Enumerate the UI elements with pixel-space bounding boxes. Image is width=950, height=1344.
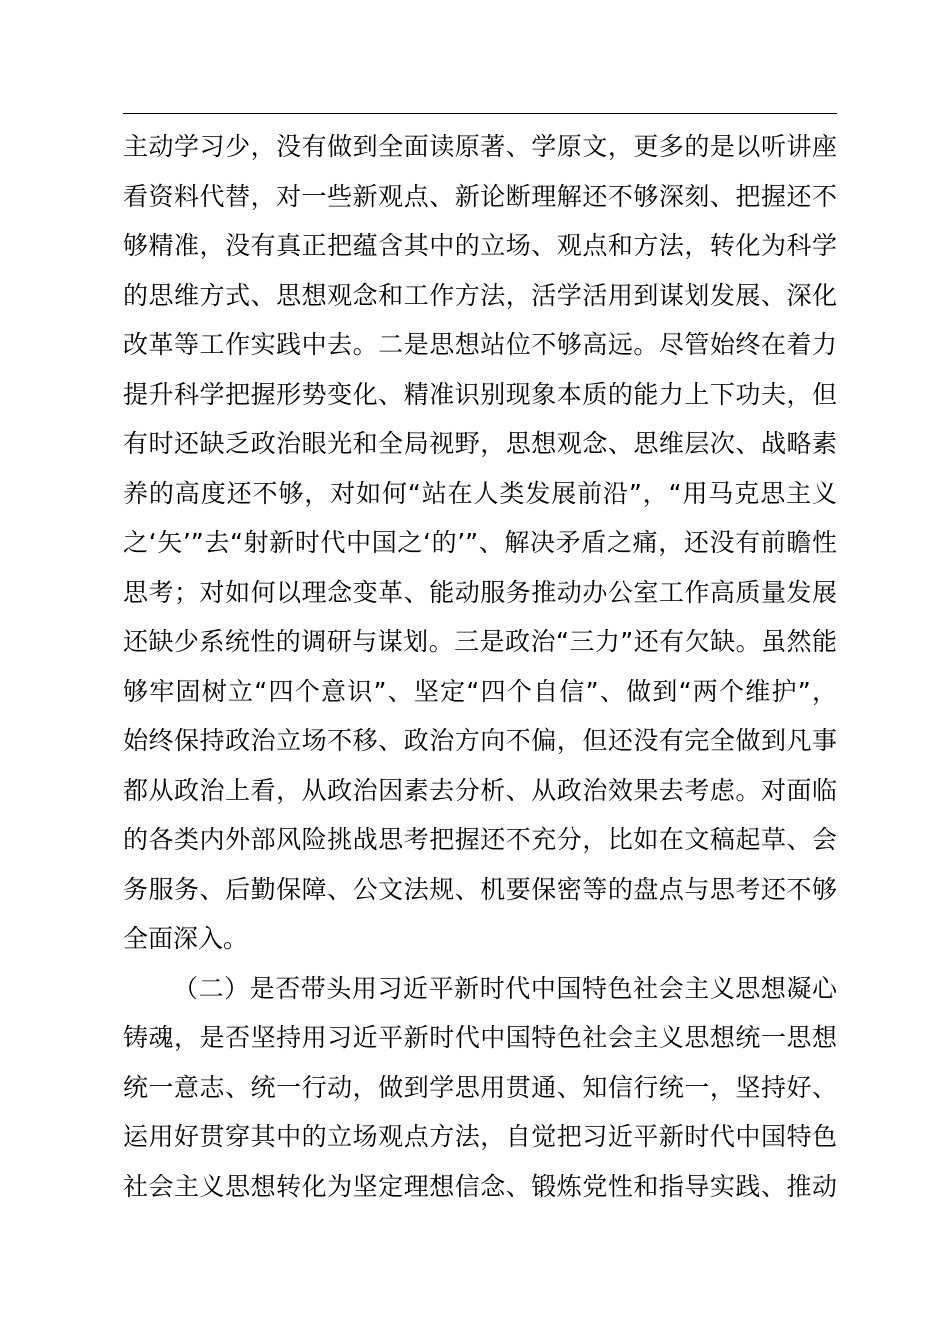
text-line: 改革等工作实践中去。二是思想站位不够高远。尽管始终在着力 <box>123 330 837 359</box>
paragraph-section-2 <box>123 964 837 1212</box>
text-line: 主动学习少，没有做到全面读原著、学原文，更多的是以听讲座 <box>123 132 837 161</box>
document-body <box>123 122 837 1211</box>
text-line: 养的高度还不够，对如何“站在人类发展前沿”，“用马克思主义 <box>123 478 837 508</box>
text-line: 提升科学把握形势变化、精准识别现象本质的能力上下功夫，但 <box>123 379 837 409</box>
text-line: 始终保持政治立场不移、政治方向不偏，但还没有完全做到凡事 <box>123 726 837 755</box>
text-line: 够精准，没有真正把蕴含其中的立场、观点和方法，转化为科学 <box>123 231 837 260</box>
text-line: （二）是否带头用习近平新时代中国特色社会主义思想凝心 <box>173 973 837 1003</box>
text-line: 都从政治上看，从政治因素去分析、从政治效果去考虑。对面临 <box>123 775 837 805</box>
text-line: 运用好贯穿其中的立场观点方法，自觉把习近平新时代中国特色 <box>123 1122 837 1151</box>
text-line: 思考；对如何以理念变革、能动服务推动办公室工作高质量发展 <box>123 577 837 607</box>
text-line: 看资料代替，对一些新观点、新论断理解还不够深刻、把握还不 <box>123 181 837 211</box>
text-line: 够牢固树立“四个意识”、坚定“四个自信”、做到“两个维护”， <box>123 676 837 706</box>
text-line: 的各类内外部风险挑战思考把握还不充分，比如在文稿起草、会 <box>123 825 837 854</box>
text-line: 社会主义思想转化为坚定理想信念、锻炼党性和指导实践、推动 <box>123 1171 837 1201</box>
text-line: 铸魂，是否坚持用习近平新时代中国特色社会主义思想统一思想 <box>123 1023 837 1052</box>
header-rule <box>123 113 837 114</box>
text-line: 还缺少系统性的调研与谋划。三是政治“三力”还有欠缺。虽然能 <box>123 627 837 656</box>
text-line: 的思维方式、思想观念和工作方法，活学活用到谋划发展、深化 <box>123 280 837 310</box>
text-line: 有时还缺乏政治眼光和全局视野，思想观念、思维层次、战略素 <box>123 429 837 458</box>
text-line: 统一意志、统一行动，做到学思用贯通、知信行统一，坚持好、 <box>123 1072 837 1102</box>
paragraph-continuation <box>123 122 837 964</box>
text-line: 务服务、后勤保障、公文法规、机要保密等的盘点与思考还不够 <box>123 874 837 904</box>
text-line: 全面深入。 <box>123 924 249 953</box>
text-line: 之‘矢’”去“射新时代中国之‘的’”、解决矛盾之痛，还没有前瞻性 <box>123 528 837 557</box>
